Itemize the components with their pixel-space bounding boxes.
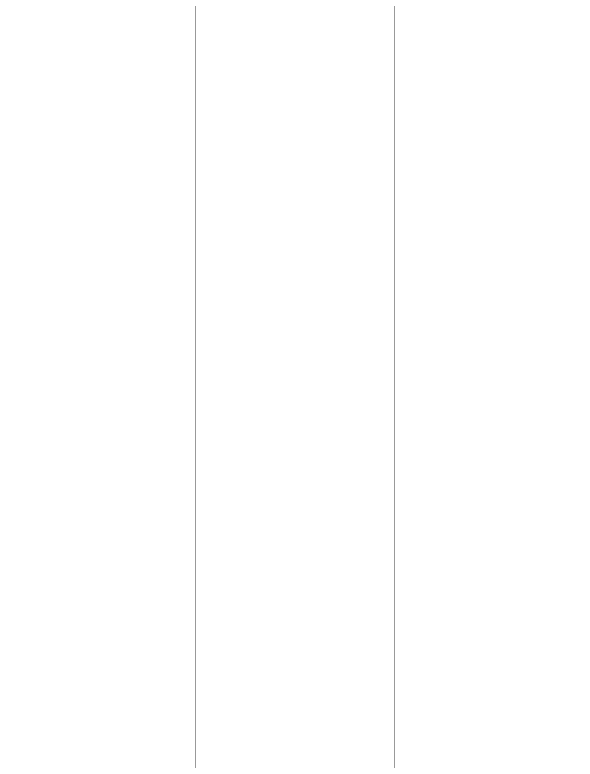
- column-right: [405, 6, 582, 768]
- column-divider: [195, 6, 196, 768]
- column-middle: [206, 6, 383, 768]
- column-left: [8, 6, 185, 768]
- column-divider: [394, 6, 395, 768]
